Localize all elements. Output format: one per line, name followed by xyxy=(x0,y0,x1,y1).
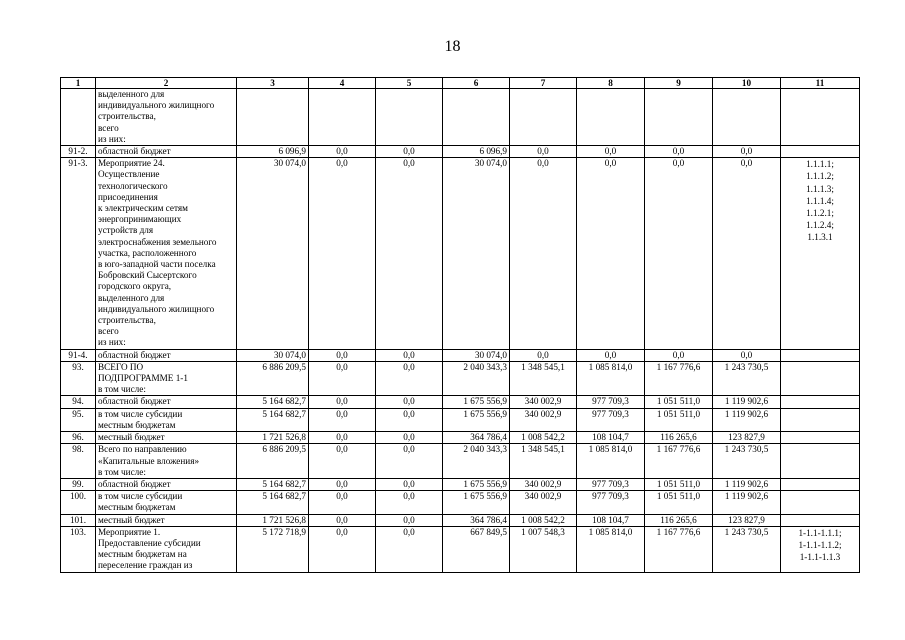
description-line: из них: xyxy=(98,337,126,348)
value-cell-c9 xyxy=(645,89,713,146)
value-cell-c5: 0,0 xyxy=(376,526,443,572)
description-line: Осуществление xyxy=(98,169,160,180)
target-code: 1.1.3.1 xyxy=(807,232,833,243)
description-line: индивидуального жилищного xyxy=(98,303,215,314)
table-row xyxy=(61,396,860,408)
row-description xyxy=(96,432,237,444)
row-description xyxy=(96,478,237,490)
table-body xyxy=(61,89,860,573)
value-cell-c9: 0,0 xyxy=(645,158,713,349)
value-cell-c7: 340 002,9 xyxy=(510,396,577,408)
description-line: строительства, xyxy=(98,111,156,122)
description-line: в том числе: xyxy=(98,466,146,477)
target-code: 1.1.1.3; xyxy=(806,183,834,194)
description-line: Бобровский Сысертского xyxy=(98,270,197,281)
column-header: 11 xyxy=(781,78,860,89)
value-cell-c6: 1 675 556,9 xyxy=(443,478,510,490)
value-cell-c4: 0,0 xyxy=(309,491,376,514)
value-cell-c10 xyxy=(713,89,781,146)
row-number: 103. xyxy=(61,526,96,572)
value-cell-c3: 1 721 526,8 xyxy=(237,432,309,444)
value-cell-c3: 6 886 209,5 xyxy=(237,361,309,396)
value-cell-c10: 1 119 902,6 xyxy=(713,491,781,514)
target-codes xyxy=(781,146,860,158)
budget-table xyxy=(60,77,860,573)
row-number: 91-3. xyxy=(61,158,96,349)
description-line: областной бюджет xyxy=(98,396,171,407)
target-codes xyxy=(781,408,860,431)
value-cell-c9: 0,0 xyxy=(645,349,713,361)
column-header: 1 xyxy=(61,78,96,89)
value-cell-c9: 1 051 511,0 xyxy=(645,408,713,431)
page-number: 18 xyxy=(444,38,461,55)
value-cell-c4: 0,0 xyxy=(309,158,376,349)
row-description xyxy=(96,444,237,479)
value-cell-c3: 30 074,0 xyxy=(237,158,309,349)
target-code: 1-1.1-1.1.1; xyxy=(798,527,842,538)
table-row xyxy=(61,361,860,396)
value-cell-c8: 977 709,3 xyxy=(577,478,645,490)
target-codes xyxy=(781,158,860,349)
column-header: 3 xyxy=(237,78,309,89)
value-cell-c6: 1 675 556,9 xyxy=(443,491,510,514)
row-description xyxy=(96,146,237,158)
value-cell-c3: 30 074,0 xyxy=(237,349,309,361)
description-line: местным бюджетам xyxy=(98,502,176,513)
value-cell-c9: 1 167 776,6 xyxy=(645,444,713,479)
description-line: ВСЕГО ПО xyxy=(98,361,144,372)
value-cell-c3: 5 172 718,9 xyxy=(237,526,309,572)
row-number: 98. xyxy=(61,444,96,479)
value-cell-c9: 116 265,6 xyxy=(645,514,713,526)
value-cell-c7: 1 008 542,2 xyxy=(510,432,577,444)
value-cell-c3: 5 164 682,7 xyxy=(237,408,309,431)
row-description xyxy=(96,89,237,146)
value-cell-c10: 1 243 730,5 xyxy=(713,361,781,396)
value-cell-c4: 0,0 xyxy=(309,349,376,361)
header-row xyxy=(61,78,860,89)
column-header: 6 xyxy=(443,78,510,89)
value-cell-c8: 0,0 xyxy=(577,158,645,349)
value-cell-c10: 1 243 730,5 xyxy=(713,444,781,479)
value-cell-c6: 30 074,0 xyxy=(443,158,510,349)
value-cell-c3: 1 721 526,8 xyxy=(237,514,309,526)
value-cell-c4: 0,0 xyxy=(309,432,376,444)
target-codes xyxy=(781,514,860,526)
value-cell-c3: 5 164 682,7 xyxy=(237,491,309,514)
value-cell-c8: 108 104,7 xyxy=(577,432,645,444)
value-cell-c9: 1 167 776,6 xyxy=(645,361,713,396)
description-line: в том числе: xyxy=(98,384,146,395)
value-cell-c8: 1 085 814,0 xyxy=(577,444,645,479)
value-cell-c8: 0,0 xyxy=(577,349,645,361)
description-line: технологического xyxy=(98,180,168,191)
value-cell-c8: 108 104,7 xyxy=(577,514,645,526)
description-line: городского округа, xyxy=(98,281,172,292)
target-code: 1.1.1.2; xyxy=(806,171,834,182)
value-cell-c5 xyxy=(376,89,443,146)
value-cell-c3: 6 096,9 xyxy=(237,146,309,158)
value-cell-c5: 0,0 xyxy=(376,432,443,444)
value-cell-c4: 0,0 xyxy=(309,514,376,526)
value-cell-c4: 0,0 xyxy=(309,478,376,490)
table-row xyxy=(61,491,860,514)
value-cell-c5: 0,0 xyxy=(376,396,443,408)
description-line: местный бюджет xyxy=(98,514,165,525)
row-description xyxy=(96,408,237,431)
value-cell-c8 xyxy=(577,89,645,146)
column-header: 9 xyxy=(645,78,713,89)
row-description xyxy=(96,514,237,526)
description-line: областной бюджет xyxy=(98,146,171,157)
value-cell-c6: 2 040 343,3 xyxy=(443,444,510,479)
value-cell-c6: 6 096,9 xyxy=(443,146,510,158)
description-line: местный бюджет xyxy=(98,432,165,443)
description-line: Предоставление субсидии xyxy=(98,537,201,548)
value-cell-c4: 0,0 xyxy=(309,396,376,408)
row-number: 93. xyxy=(61,361,96,396)
value-cell-c10: 123 827,9 xyxy=(713,432,781,444)
row-description xyxy=(96,526,237,572)
value-cell-c7: 1 008 542,2 xyxy=(510,514,577,526)
description-line: «Капитальные вложения» xyxy=(98,455,200,466)
value-cell-c6: 2 040 343,3 xyxy=(443,361,510,396)
target-code: 1.1.2.1; xyxy=(806,208,834,219)
description-line: присоединения xyxy=(98,191,158,202)
target-codes xyxy=(781,526,860,572)
description-line: ПОДПРОГРАММЕ 1-1 xyxy=(98,373,188,384)
column-header: 4 xyxy=(309,78,376,89)
target-code: 1-1.1-1.1.2; xyxy=(798,539,842,550)
value-cell-c4: 0,0 xyxy=(309,408,376,431)
description-line: местным бюджетам на xyxy=(98,549,187,560)
column-header: 7 xyxy=(510,78,577,89)
description-line: строительства, xyxy=(98,315,156,326)
target-code: 1-1.1-1.1.3 xyxy=(799,552,841,563)
table-row xyxy=(61,158,860,349)
value-cell-c8: 1 085 814,0 xyxy=(577,526,645,572)
row-description xyxy=(96,491,237,514)
description-line: выделенного для xyxy=(98,292,165,303)
value-cell-c6: 30 074,0 xyxy=(443,349,510,361)
value-cell-c7: 340 002,9 xyxy=(510,408,577,431)
target-codes xyxy=(781,432,860,444)
table-row xyxy=(61,444,860,479)
description-line: местным бюджетам xyxy=(98,419,176,430)
row-number xyxy=(61,89,96,146)
table-row xyxy=(61,432,860,444)
table-row xyxy=(61,408,860,431)
value-cell-c10: 1 119 902,6 xyxy=(713,478,781,490)
description-line: энергопринимающих xyxy=(98,214,182,225)
value-cell-c3 xyxy=(237,89,309,146)
target-codes xyxy=(781,89,860,146)
value-cell-c7: 1 348 545,1 xyxy=(510,361,577,396)
description-line: областной бюджет xyxy=(98,478,171,489)
value-cell-c5: 0,0 xyxy=(376,491,443,514)
description-line: электроснабжения земельного xyxy=(98,236,217,247)
value-cell-c10: 0,0 xyxy=(713,146,781,158)
value-cell-c10: 123 827,9 xyxy=(713,514,781,526)
value-cell-c3: 5 164 682,7 xyxy=(237,396,309,408)
description-line: всего xyxy=(98,122,119,133)
target-code: 1.1.2.4; xyxy=(806,220,834,231)
value-cell-c8: 977 709,3 xyxy=(577,408,645,431)
value-cell-c5: 0,0 xyxy=(376,408,443,431)
value-cell-c5: 0,0 xyxy=(376,444,443,479)
value-cell-c9: 116 265,6 xyxy=(645,432,713,444)
value-cell-c8: 0,0 xyxy=(577,146,645,158)
description-line: индивидуального жилищного xyxy=(98,100,215,111)
value-cell-c6: 667 849,5 xyxy=(443,526,510,572)
row-number: 101. xyxy=(61,514,96,526)
description-line: из них: xyxy=(98,133,126,144)
target-codes xyxy=(781,444,860,479)
row-description xyxy=(96,396,237,408)
value-cell-c9: 0,0 xyxy=(645,146,713,158)
description-line: Всего по направлению xyxy=(98,444,187,455)
value-cell-c5: 0,0 xyxy=(376,514,443,526)
value-cell-c5: 0,0 xyxy=(376,146,443,158)
table-row xyxy=(61,514,860,526)
row-description xyxy=(96,361,237,396)
value-cell-c5: 0,0 xyxy=(376,361,443,396)
value-cell-c7: 1 007 548,3 xyxy=(510,526,577,572)
value-cell-c10: 1 243 730,5 xyxy=(713,526,781,572)
target-code: 1.1.1.4; xyxy=(806,195,834,206)
value-cell-c10: 1 119 902,6 xyxy=(713,396,781,408)
target-codes xyxy=(781,396,860,408)
description-line: всего xyxy=(98,326,119,337)
value-cell-c9: 1 051 511,0 xyxy=(645,491,713,514)
target-codes xyxy=(781,478,860,490)
row-number: 100. xyxy=(61,491,96,514)
description-line: в том числе субсидии xyxy=(98,491,183,502)
target-codes xyxy=(781,349,860,361)
value-cell-c7: 1 348 545,1 xyxy=(510,444,577,479)
value-cell-c6: 364 786,4 xyxy=(443,432,510,444)
value-cell-c10: 0,0 xyxy=(713,349,781,361)
value-cell-c5: 0,0 xyxy=(376,158,443,349)
column-header: 10 xyxy=(713,78,781,89)
column-header: 2 xyxy=(96,78,237,89)
value-cell-c10: 0,0 xyxy=(713,158,781,349)
description-line: областной бюджет xyxy=(98,349,171,360)
column-header: 8 xyxy=(577,78,645,89)
value-cell-c7: 0,0 xyxy=(510,349,577,361)
value-cell-c9: 1 051 511,0 xyxy=(645,478,713,490)
value-cell-c10: 1 119 902,6 xyxy=(713,408,781,431)
value-cell-c7: 0,0 xyxy=(510,158,577,349)
description-line: устройств для xyxy=(98,225,154,236)
value-cell-c6: 1 675 556,9 xyxy=(443,408,510,431)
target-code: 1.1.1.1; xyxy=(806,159,834,170)
value-cell-c7: 340 002,9 xyxy=(510,491,577,514)
table-row xyxy=(61,478,860,490)
value-cell-c6: 364 786,4 xyxy=(443,514,510,526)
description-line: участка, расположенного xyxy=(98,247,197,258)
description-line: в том числе субсидии xyxy=(98,408,183,419)
table-row xyxy=(61,146,860,158)
value-cell-c7: 340 002,9 xyxy=(510,478,577,490)
value-cell-c5: 0,0 xyxy=(376,478,443,490)
value-cell-c8: 1 085 814,0 xyxy=(577,361,645,396)
description-line: в юго-западной части поселка xyxy=(98,259,216,270)
table-row xyxy=(61,526,860,572)
value-cell-c6: 1 675 556,9 xyxy=(443,396,510,408)
column-header: 5 xyxy=(376,78,443,89)
value-cell-c3: 6 886 209,5 xyxy=(237,444,309,479)
value-cell-c7: 0,0 xyxy=(510,146,577,158)
target-codes xyxy=(781,491,860,514)
description-line: переселение граждан из xyxy=(98,560,193,571)
value-cell-c8: 977 709,3 xyxy=(577,396,645,408)
table-row xyxy=(61,89,860,146)
value-cell-c8: 977 709,3 xyxy=(577,491,645,514)
row-number: 91-2. xyxy=(61,146,96,158)
row-number: 91-4. xyxy=(61,349,96,361)
value-cell-c4 xyxy=(309,89,376,146)
description-line: к электрическим сетям xyxy=(98,203,188,214)
table-row xyxy=(61,349,860,361)
value-cell-c4: 0,0 xyxy=(309,146,376,158)
value-cell-c4: 0,0 xyxy=(309,444,376,479)
row-number: 96. xyxy=(61,432,96,444)
description-line: Мероприятие 1. xyxy=(98,526,161,537)
row-number: 95. xyxy=(61,408,96,431)
value-cell-c9: 1 167 776,6 xyxy=(645,526,713,572)
description-line: Мероприятие 24. xyxy=(98,158,165,169)
value-cell-c4: 0,0 xyxy=(309,361,376,396)
description-line: выделенного для xyxy=(98,89,165,99)
value-cell-c3: 5 164 682,7 xyxy=(237,478,309,490)
value-cell-c7 xyxy=(510,89,577,146)
row-description xyxy=(96,158,237,349)
value-cell-c6 xyxy=(443,89,510,146)
value-cell-c4: 0,0 xyxy=(309,526,376,572)
target-codes xyxy=(781,361,860,396)
value-cell-c9: 1 051 511,0 xyxy=(645,396,713,408)
row-number: 94. xyxy=(61,396,96,408)
row-number: 99. xyxy=(61,478,96,490)
row-description xyxy=(96,349,237,361)
value-cell-c5: 0,0 xyxy=(376,349,443,361)
